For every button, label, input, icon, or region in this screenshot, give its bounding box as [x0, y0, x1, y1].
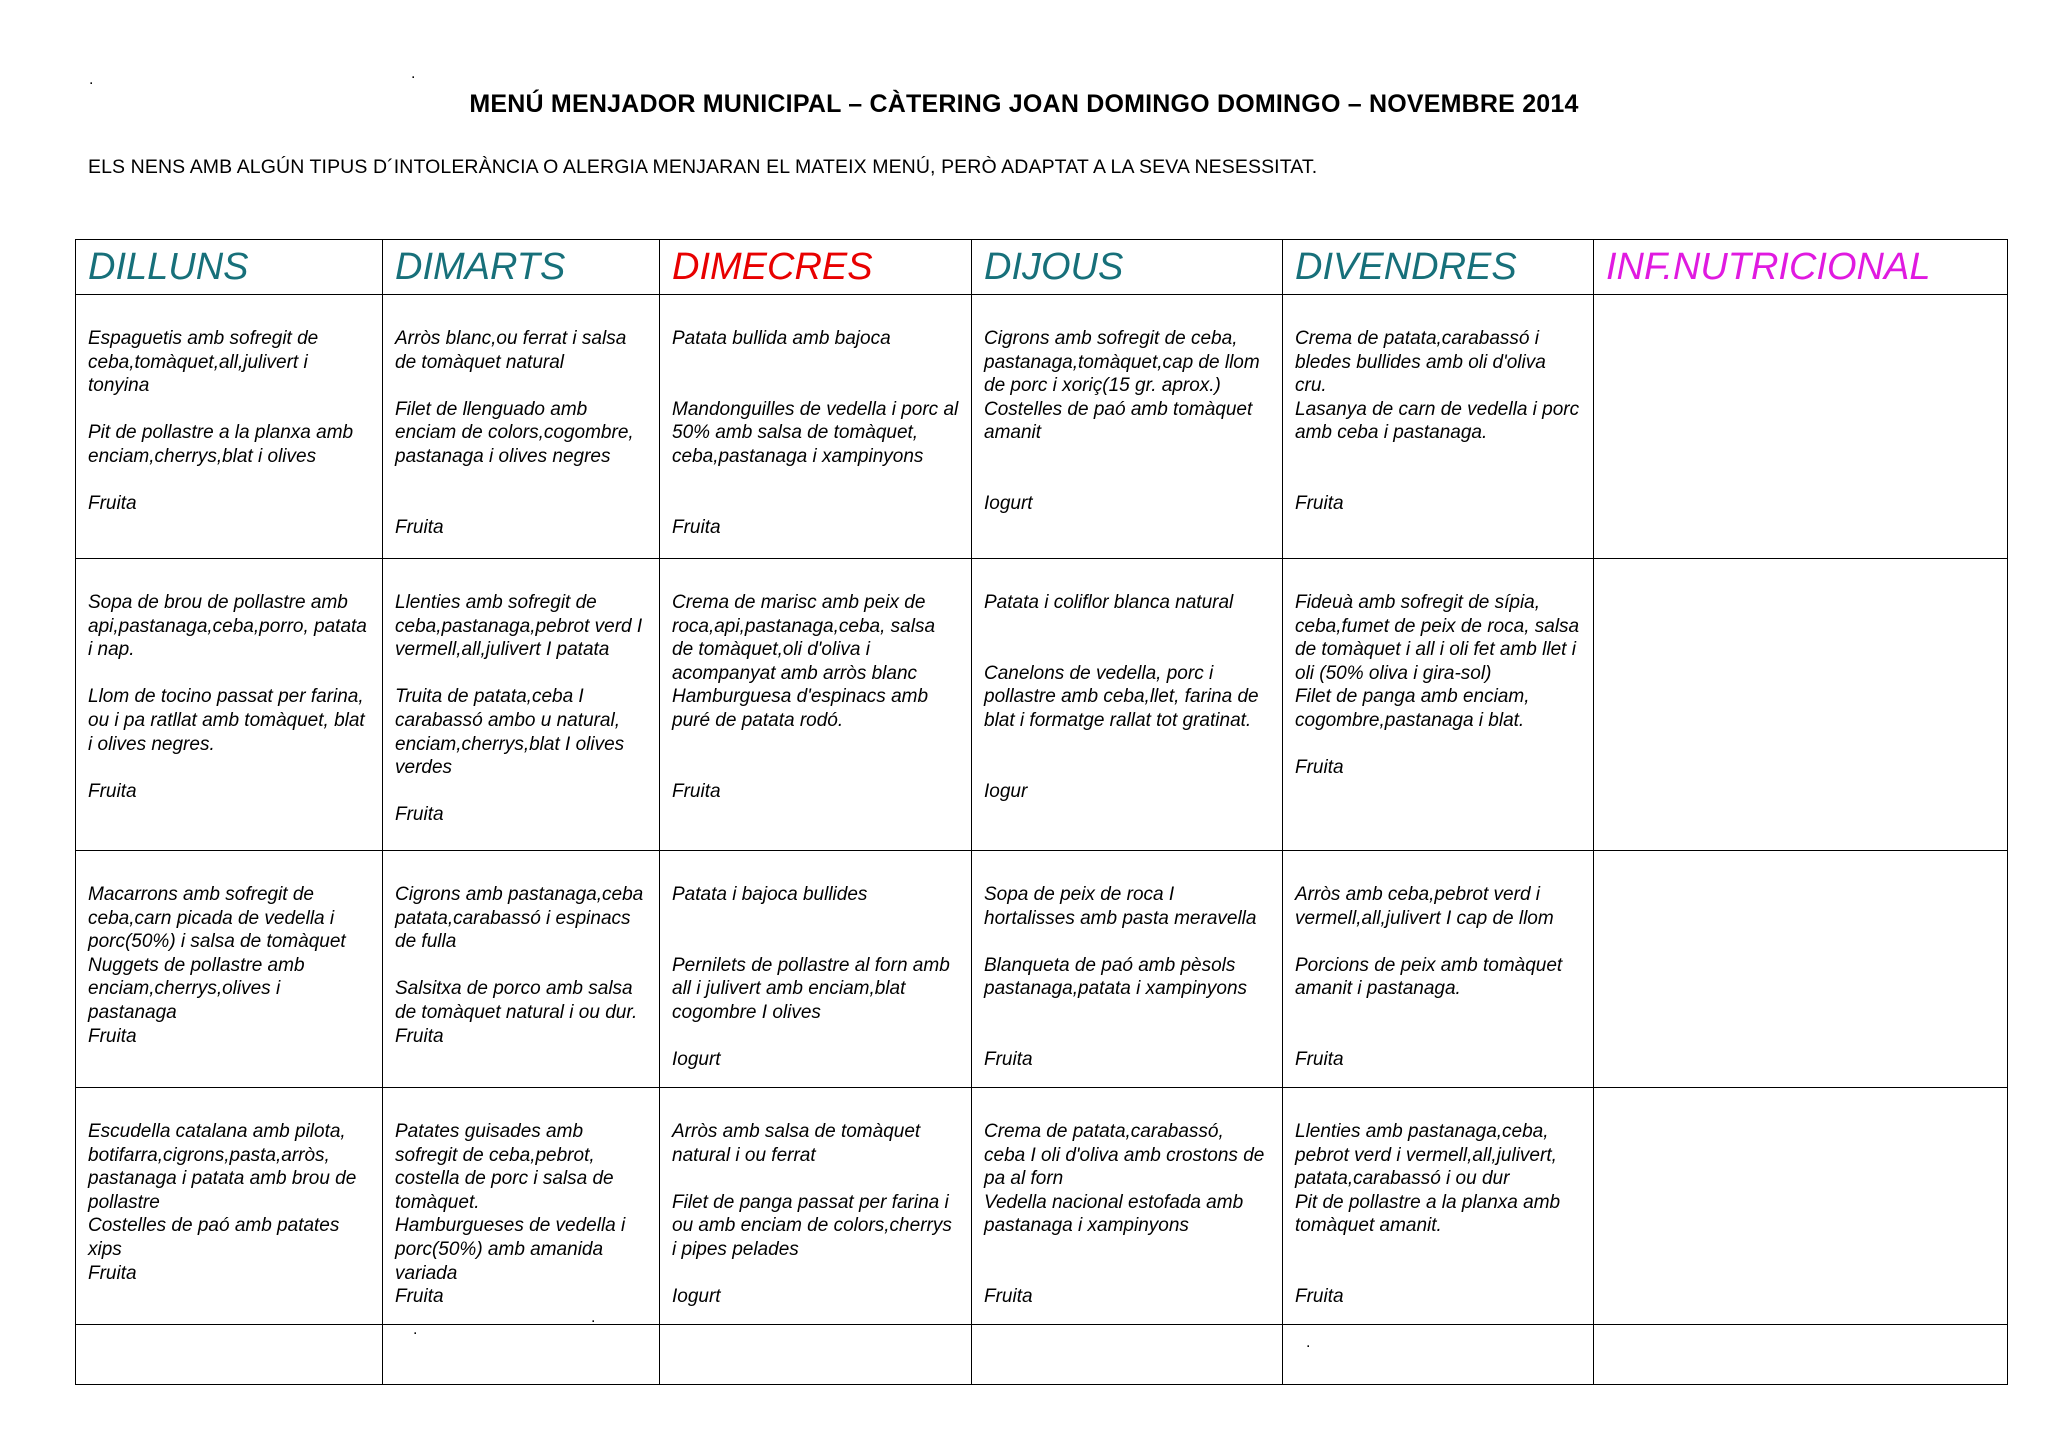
- allergy-note: ELS NENS AMB ALGÚN TIPUS D´INTOLERÀNCIA O ALERGIA MENJARAN EL MATEIX MENÚ, PERÒ ADAPTAT A LA SEVA NESESSITAT.: [88, 156, 1318, 178]
- empty-cell-text: [660, 1325, 971, 1357]
- header-inf-nutricional: INF.NUTRICIONAL: [1594, 240, 2008, 295]
- menu-cell-text: Patata bullida amb bajoca Mandonguilles de vedella i porc al 50% amb salsa de tomàquet, ceba,pastanaga i xampinyons Fruita: [672, 328, 959, 538]
- header-dimarts: DIMARTS: [383, 240, 660, 295]
- menu-cell-text: Crema de marisc amb peix de roca,api,pastanaga,ceba, salsa de tomàquet,oli d'oliva i acompanyat amb arròs blanc Hamburguesa d'espinacs amb puré de patata rodó. Fruita: [672, 592, 936, 802]
- menu-cell-text: Macarrons amb sofregit de ceba,carn picada de vedella i porc(50%) i salsa de tomàquet Nuggets de pollastre amb enciam,cherrys,olives i pastanaga Fruita: [88, 884, 346, 1047]
- menu-cell-text: Cigrons amb sofregit de ceba, pastanaga,tomàquet,cap de llom de porc i xoriç(15 gr. aprox.) Costelles de paó amb tomàquet amanit Iogurt: [984, 328, 1260, 515]
- table-row: [76, 295, 2008, 559]
- empty-cell-text: [1594, 1325, 2007, 1357]
- menu-cell: [660, 1088, 972, 1325]
- menu-cell: [76, 559, 383, 851]
- empty-cell-text: [76, 1325, 382, 1357]
- empty-cell: [972, 1325, 1283, 1385]
- header-dijous: DIJOUS: [972, 240, 1283, 295]
- menu-cell-text: Patata i bajoca bullides Pernilets de pollastre al forn amb all i julivert amb enciam,blat cogombre I olives Iogurt: [672, 884, 950, 1071]
- table-row: [76, 851, 2008, 1088]
- menu-cell-text: Arròs amb ceba,pebrot verd i vermell,all,julivert I cap de llom Porcions de peix amb tomàquet amanit i pastanaga. Fruita: [1295, 884, 1563, 1071]
- nutrition-cell-text: [1594, 1088, 2007, 1120]
- menu-table: [75, 239, 2008, 1385]
- menu-cell: [660, 295, 972, 559]
- header-dilluns: DILLUNS: [76, 240, 383, 295]
- menu-cell-text: Patata i coliflor blanca natural Canelons de vedella, porc i pollastre amb ceba,llet, farina de blat i formatge rallat tot gratinat. Iogur: [984, 592, 1259, 802]
- menu-cell: [972, 295, 1283, 559]
- menu-cell-text: Escudella catalana amb pilota, botifarra,cigrons,pasta,arròs, pastanaga i patata amb brou de pollastre Costelles de paó amb patates xips Fruita: [88, 1121, 357, 1284]
- table-row: [76, 1325, 2008, 1385]
- nutrition-cell: [1594, 295, 2008, 559]
- table-row: [76, 1088, 2008, 1325]
- nutrition-cell: [1594, 1088, 2008, 1325]
- menu-cell-text: Patates guisades amb sofregit de ceba,pebrot, costella de porc i salsa de tomàquet. Hamburgueses de vedella i porc(50%) amb amanida variada Fruita: [395, 1121, 626, 1308]
- nutrition-cell-text: [1594, 559, 2007, 591]
- menu-cell: [972, 851, 1283, 1088]
- menu-cell-text: Crema de patata,carabassó, ceba I oli d'oliva amb crostons de pa al forn Vedella nacional estofada amb pastanaga i xampinyons Fruita: [984, 1121, 1265, 1308]
- menu-cell: [1283, 1088, 1594, 1325]
- empty-cell: [1283, 1325, 1594, 1385]
- menu-cell-text: Sopa de brou de pollastre amb api,pastanaga,ceba,porro, patata i nap. Llom de tocino passat per farina, ou i pa ratllat amb tomàquet, blat i olives negres. Fruita: [88, 592, 367, 802]
- empty-cell-text: [972, 1325, 1282, 1357]
- empty-cell: [1594, 1325, 2008, 1385]
- menu-cell: [76, 295, 383, 559]
- nutrition-cell: [1594, 559, 2008, 851]
- nutrition-cell-text: [1594, 295, 2007, 327]
- menu-cell-text: Arròs blanc,ou ferrat i salsa de tomàquet natural Filet de llenguado amb enciam de colors,cogombre, pastanaga i olives negres Fruita: [395, 328, 634, 538]
- menu-cell: [660, 851, 972, 1088]
- header-dimecres: DIMECRES: [660, 240, 972, 295]
- menu-cell: [76, 1088, 383, 1325]
- stray-mark: .: [413, 1321, 418, 1338]
- menu-cell: [383, 851, 660, 1088]
- menu-cell: [660, 559, 972, 851]
- empty-cell: [383, 1325, 660, 1385]
- stray-mark: .: [411, 65, 416, 82]
- menu-cell: [383, 1088, 660, 1325]
- menu-cell: [1283, 851, 1594, 1088]
- menu-cell: [1283, 559, 1594, 851]
- empty-cell: [76, 1325, 383, 1385]
- menu-cell-text: Cigrons amb pastanaga,ceba patata,carabassó i espinacs de fulla Salsitxa de porco amb salsa de tomàquet natural i ou dur. Fruita: [395, 884, 644, 1047]
- menu-cell-text: Llenties amb sofregit de ceba,pastanaga,pebrot verd I vermell,all,julivert I patata Truita de patata,ceba I carabassó ambo u natural, enciam,cherrys,blat I olives verdes Fruita: [395, 592, 643, 826]
- stray-mark: .: [591, 1309, 596, 1326]
- menu-cell-text: Llenties amb pastanaga,ceba, pebrot verd i vermell,all,julivert, patata,carabassó i ou dur Pit de pollastre a la planxa amb tomàquet amanit. Fruita: [1295, 1121, 1561, 1308]
- stray-mark: .: [1306, 1334, 1311, 1351]
- menu-cell-text: Crema de patata,carabassó i bledes bullides amb oli d'oliva cru. Lasanya de carn de vedella i porc amb ceba i pastanaga. Fruita: [1295, 328, 1580, 515]
- empty-cell-text: [383, 1325, 659, 1357]
- menu-cell: [972, 559, 1283, 851]
- menu-cell: [383, 559, 660, 851]
- table-row: [76, 559, 2008, 851]
- menu-cell: [972, 1088, 1283, 1325]
- stray-mark: .: [89, 71, 94, 88]
- menu-cell-text: Espaguetis amb sofregit de ceba,tomàquet,all,julivert i tonyina Pit de pollastre a la planxa amb enciam,cherrys,blat i olives Fruita: [88, 328, 354, 515]
- menu-cell-text: Arròs amb salsa de tomàquet natural i ou ferrat Filet de panga passat per farina i ou amb enciam de colors,cherrys i pipes pelades Iogurt: [672, 1121, 952, 1308]
- nutrition-cell: [1594, 851, 2008, 1088]
- menu-cell: [76, 851, 383, 1088]
- header-divendres: DIVENDRES: [1283, 240, 1594, 295]
- menu-cell-text: Sopa de peix de roca I hortalisses amb pasta meravella Blanqueta de paó amb pèsols pastanaga,patata i xampinyons Fruita: [984, 884, 1257, 1071]
- menu-cell-text: Fideuà amb sofregit de sípia, ceba,fumet de peix de roca, salsa de tomàquet i all i oli fet amb llet i oli (50% oliva i gira-sol) Filet de panga amb enciam, cogombre,pastanaga i blat. Fruita: [1295, 592, 1580, 779]
- page-title: MENÚ MENJADOR MUNICIPAL – CÀTERING JOAN DOMINGO DOMINGO – NOVEMBRE 2014: [469, 90, 1579, 118]
- menu-cell: [1283, 295, 1594, 559]
- header-row: [76, 240, 2008, 295]
- menu-cell: [383, 295, 660, 559]
- empty-cell: [660, 1325, 972, 1385]
- nutrition-cell-text: [1594, 851, 2007, 883]
- empty-cell-text: [1283, 1325, 1593, 1357]
